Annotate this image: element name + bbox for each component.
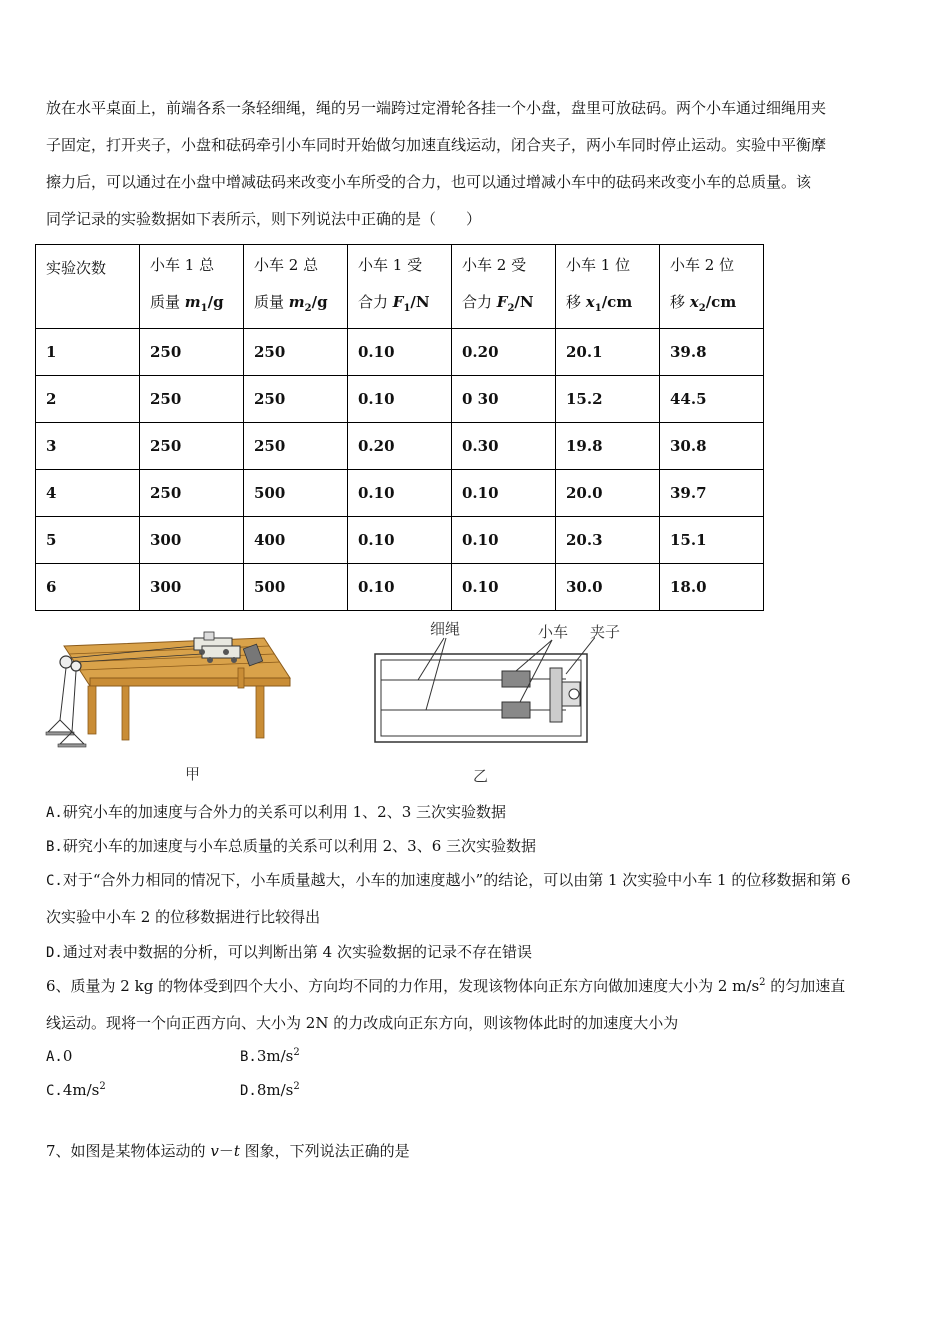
figure-table-apparatus [44, 628, 294, 750]
option-label: B. [46, 839, 63, 855]
option-label: A. [46, 1049, 63, 1065]
q6-text-end: 的匀加速直 [765, 977, 846, 995]
header-var: x [689, 292, 699, 311]
header-unit: /N [410, 292, 430, 311]
table-cell: 250 [244, 376, 348, 423]
header-sub: 1 [403, 302, 411, 314]
option-label: C. [46, 873, 63, 889]
option-text: 研究小车的加速度与合外力的关系可以利用 1、2、3 三次实验数据 [62, 803, 507, 821]
header-text: 移 [670, 292, 690, 311]
option-b [46, 835, 536, 856]
header-text: 小车 2 总 [254, 255, 319, 274]
header-text: 质量 [150, 292, 185, 311]
header-sub: 1 [594, 302, 602, 314]
option-label: C. [46, 1083, 63, 1099]
intro-line-3: 擦力后，可以通过在小盘中增减砝码来改变小车所受的合力，也可以通过增减小车中的砝码来改变小车的总质量。该 [46, 173, 812, 191]
option-c [46, 869, 851, 890]
question-6-line-1 [46, 975, 845, 996]
table-cell: 0.10 [348, 329, 452, 376]
header-text: 小车 2 受 [462, 255, 527, 274]
question-6-line-2: 线运动。现将一个向正西方向、大小为 2N 的力改成向正东方向，则该物体此时的加速度大小为 [46, 1014, 679, 1032]
table-cell: 0.10 [452, 517, 556, 564]
figure-caption-b: 乙 [473, 767, 489, 785]
table-cell: 1 [36, 329, 140, 376]
table-header-row [36, 245, 764, 329]
table-cell: 250 [140, 376, 244, 423]
header-unit: /g [207, 292, 224, 311]
option-text: 研究小车的加速度与小车总质量的关系可以利用 2、3、6 三次实验数据 [62, 837, 537, 855]
table-cell: 400 [244, 517, 348, 564]
table-cell: 250 [140, 423, 244, 470]
question-7 [46, 1140, 410, 1161]
table-cell: 5 [36, 517, 140, 564]
table-cell: 15.1 [660, 517, 764, 564]
table-row [36, 517, 764, 564]
table-row [36, 376, 764, 423]
table-header-cell [660, 245, 764, 329]
table-cell: 0.10 [348, 564, 452, 611]
header-unit: /N [514, 292, 534, 311]
table-cell: 0.10 [348, 376, 452, 423]
header-sub: 2 [698, 302, 706, 314]
header-var: F [392, 292, 404, 311]
table-cell: 0.20 [348, 423, 452, 470]
table-cell: 300 [140, 564, 244, 611]
table-cell: 250 [244, 423, 348, 470]
option-sup: 2 [293, 1047, 300, 1058]
option-sup: 2 [293, 1081, 300, 1092]
option-text: 0 [62, 1047, 73, 1065]
table-cell: 30.0 [556, 564, 660, 611]
q7-var-v: v [210, 1142, 219, 1160]
table-header-cell [452, 245, 556, 329]
option-c-continued [46, 906, 320, 927]
table-cell: 44.5 [660, 376, 764, 423]
table-header-cell [348, 245, 452, 329]
table-cell: 0.10 [348, 470, 452, 517]
q6-option-a [46, 1047, 72, 1065]
table-cell: 39.7 [660, 470, 764, 517]
option-sup: 2 [99, 1081, 106, 1092]
header-sub: 2 [507, 302, 515, 314]
header-sub: 2 [304, 302, 312, 314]
table-cell: 2 [36, 376, 140, 423]
table-cell: 30.8 [660, 423, 764, 470]
q6-text: 6、质量为 2 kg 的物体受到四个大小、方向均不同的力作用，发现该物体向正东方向做加速度大小为 2 m/s [46, 977, 760, 995]
table-row [36, 329, 764, 376]
q7-var-t: t [233, 1142, 240, 1160]
intro-line-1: 放在水平桌面上，前端各系一条轻细绳，绳的另一端跨过定滑轮各挂一个小盘，盘里可放砝码。两个小车通过细绳用夹 [46, 99, 827, 117]
header-text: 移 [566, 292, 586, 311]
table-cell: 500 [244, 564, 348, 611]
table-cell: 0.10 [348, 517, 452, 564]
table-header-cell [36, 245, 140, 329]
label-cart: 小车 [538, 623, 569, 641]
table-cell: 6 [36, 564, 140, 611]
option-text: 3m/s [256, 1047, 294, 1065]
table-header-cell [556, 245, 660, 329]
table-cell: 0 30 [452, 376, 556, 423]
table-cell: 19.8 [556, 423, 660, 470]
table-cell: 0.10 [452, 470, 556, 517]
table-cell: 250 [244, 329, 348, 376]
table-cell: 3 [36, 423, 140, 470]
option-text: 4m/s [62, 1081, 100, 1099]
option-text: 对于“合外力相同的情况下，小车质量越大，小车的加速度越小”的结论，可以由第 1 次实验中小车 1 的位移数据和第 6 [62, 871, 851, 889]
header-text: 小车 2 位 [670, 255, 735, 274]
table-cell: 250 [140, 329, 244, 376]
table-cell: 300 [140, 517, 244, 564]
option-label: B. [240, 1049, 257, 1065]
q7-text-end: 图象，下列说法正确的是 [239, 1142, 410, 1160]
header-text: 小车 1 总 [150, 255, 215, 274]
table-cell: 20.3 [556, 517, 660, 564]
header-var: F [496, 292, 508, 311]
header-var: m [184, 292, 201, 311]
header-text: 实验次数 [46, 258, 107, 277]
table-cell: 18.0 [660, 564, 764, 611]
table-cell: 250 [140, 470, 244, 517]
table-cell: 0.20 [452, 329, 556, 376]
figure-caption-a: 甲 [185, 765, 201, 783]
table-row [36, 423, 764, 470]
header-var: m [288, 292, 305, 311]
table-header-cell [244, 245, 348, 329]
q6-option-b [240, 1047, 300, 1065]
table-cell: 39.8 [660, 329, 764, 376]
table-cell: 20.1 [556, 329, 660, 376]
intro-line-2: 子固定，打开夹子，小盘和砝码牵引小车同时开始做匀加速直线运动，闭合夹子，两小车同时停止运动。实验中平衡摩 [46, 136, 827, 154]
option-text: 次实验中小车 2 的位移数据进行比较得出 [46, 908, 321, 926]
table-cell: 20.0 [556, 470, 660, 517]
header-unit: /cm [705, 292, 737, 311]
table-cell: 500 [244, 470, 348, 517]
option-text: 8m/s [256, 1081, 294, 1099]
label-clip: 夹子 [590, 623, 621, 641]
table-row [36, 564, 764, 611]
option-a [46, 801, 506, 822]
option-label: D. [240, 1083, 257, 1099]
header-var: x [585, 292, 595, 311]
option-d [46, 941, 532, 962]
q7-text: 7、如图是某物体运动的 [46, 1142, 211, 1160]
header-sub: 1 [200, 302, 208, 314]
experiment-table [35, 244, 764, 611]
header-text: 合力 [358, 292, 393, 311]
table-cell: 0.10 [452, 564, 556, 611]
table-header-cell [140, 245, 244, 329]
header-text: 质量 [254, 292, 289, 311]
option-label: D. [46, 945, 63, 961]
q6-option-c [46, 1081, 106, 1099]
option-text: 通过对表中数据的分析，可以判断出第 4 次实验数据的记录不存在错误 [62, 943, 532, 961]
table-cell: 4 [36, 470, 140, 517]
q7-dash: － [218, 1142, 234, 1160]
header-unit: /g [311, 292, 328, 311]
table-cell: 0.30 [452, 423, 556, 470]
header-text: 合力 [462, 292, 497, 311]
q6-option-d [240, 1081, 300, 1099]
q6-sup: 2 [759, 977, 766, 988]
intro-line-4: 同学记录的实验数据如下表所示，则下列说法中正确的是（ ） [46, 210, 482, 228]
header-text: 小车 1 受 [358, 255, 423, 274]
table-cell: 15.2 [556, 376, 660, 423]
header-text: 小车 1 位 [566, 255, 631, 274]
option-label: A. [46, 805, 63, 821]
label-rope: 细绳 [430, 620, 461, 638]
table-row [36, 470, 764, 517]
header-unit: /cm [601, 292, 633, 311]
